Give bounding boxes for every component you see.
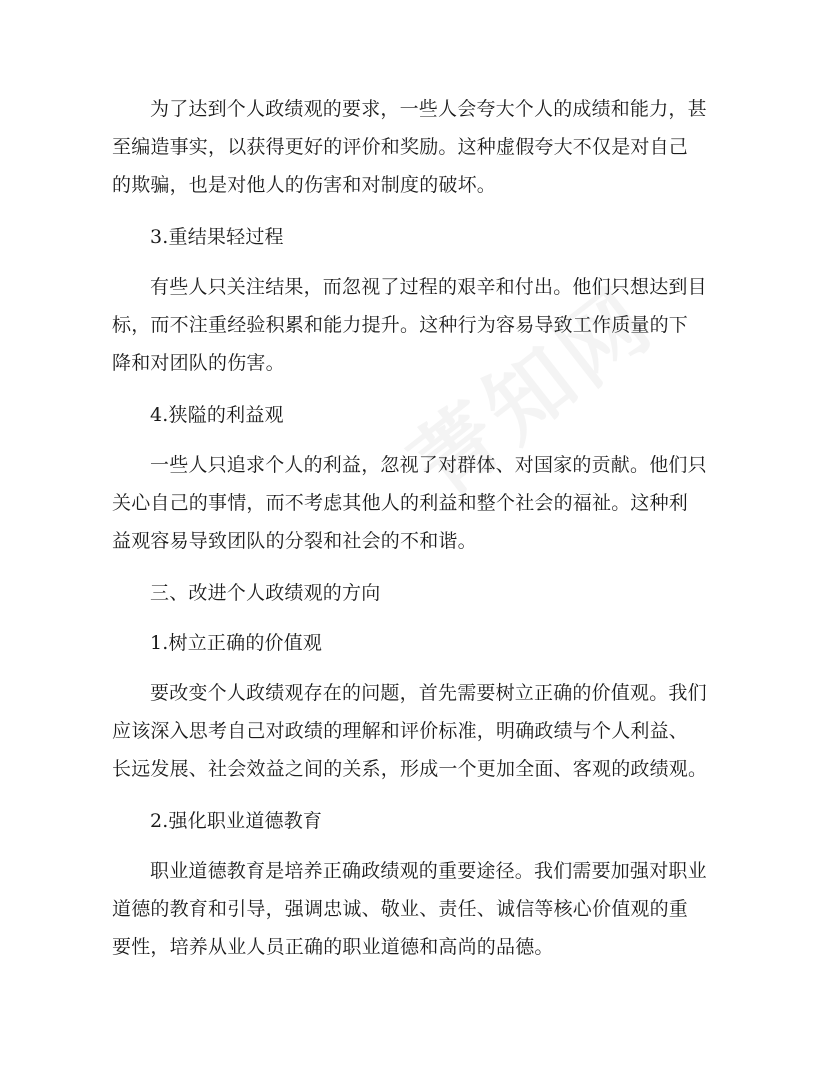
paragraph-line: 职业道德教育是培养正确政绩观的重要途径。我们需要加强对职业 — [150, 860, 707, 882]
paragraph-line: 降和对团队的伤害。 — [112, 352, 285, 374]
paragraph-line: 益观容易导致团队的分裂和社会的不和谐。 — [112, 530, 477, 552]
paragraph-line: 标，而不注重经验积累和能力提升。这种行为容易导致工作质量的下 — [112, 314, 689, 336]
paragraph-line: 要性，培养从业人员正确的职业道德和高尚的品德。 — [112, 936, 554, 958]
paragraph-line: 的欺骗，也是对他人的伤害和对制度的破坏。 — [112, 174, 497, 196]
subheading: 4.狭隘的利益观 — [150, 404, 284, 426]
section-heading: 三、改进个人政绩观的方向 — [150, 582, 381, 604]
paragraph-line: 为了达到个人政绩观的要求，一些人会夸大个人的成绩和能力，甚 — [150, 98, 707, 120]
paragraph-line: 关心自己的事情，而不考虑其他人的利益和整个社会的福祉。这种利 — [112, 492, 689, 514]
paragraph-line: 应该深入思考自己对政绩的理解和评价标准，明确政绩与个人利益、 — [112, 720, 689, 742]
paragraph-line: 一些人只追求个人的利益，忽视了对群体、对国家的贡献。他们只 — [150, 454, 707, 476]
subheading: 3.重结果轻过程 — [150, 226, 284, 248]
subheading: 1.树立正确的价值观 — [150, 632, 323, 654]
paragraph-line: 有些人只关注结果，而忽视了过程的艰辛和付出。他们只想达到目 — [150, 276, 707, 298]
paragraph-line: 长远发展、社会效益之间的关系，形成一个更加全面、客观的政绩观。 — [112, 758, 708, 780]
paragraph-line: 道德的教育和引导，强调忠诚、敬业、责任、诚信等核心价值观的重 — [112, 898, 689, 920]
subheading: 2.强化职业道德教育 — [150, 810, 323, 832]
paragraph-line: 至编造事实，以获得更好的评价和奖励。这种虚假夸大不仅是对自己 — [112, 136, 689, 158]
paragraph-line: 要改变个人政绩观存在的问题，首先需要树立正确的价值观。我们 — [150, 682, 707, 704]
